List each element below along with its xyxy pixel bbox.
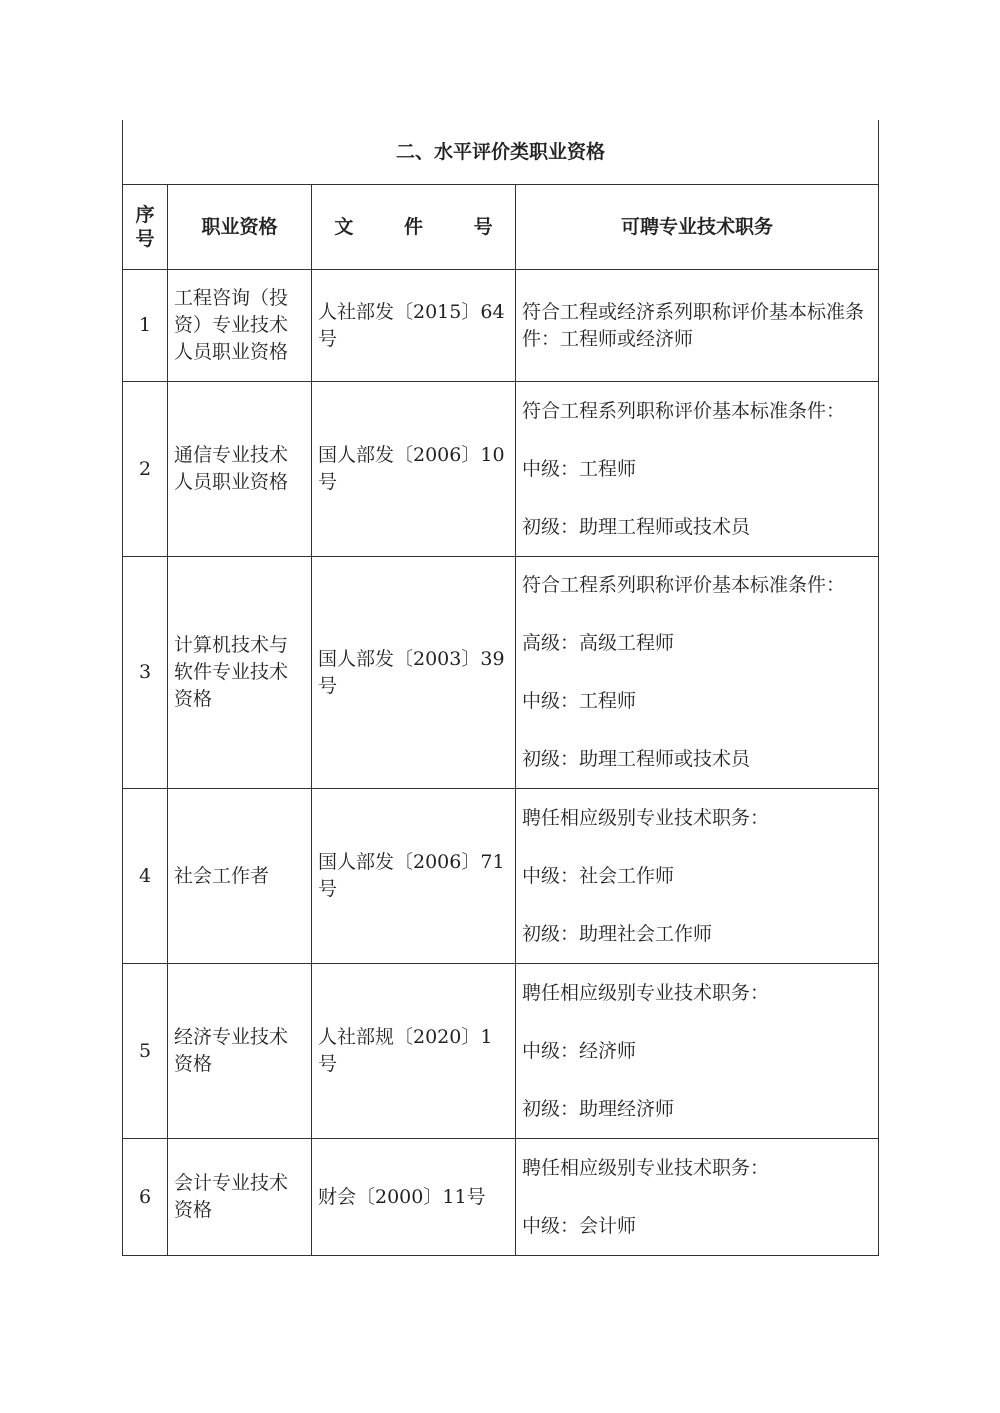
row-document: 人社部规〔2020〕1号 xyxy=(312,964,516,1139)
table-row xyxy=(123,270,879,382)
row-qualification: 通信专业技术人员职业资格 xyxy=(168,382,312,557)
table-row xyxy=(123,789,879,964)
position-line: 聘任相应级别专业技术职务： xyxy=(522,806,770,829)
row-seq: 5 xyxy=(123,964,168,1139)
row-seq: 1 xyxy=(123,270,168,382)
header-positions: 可聘专业技术职务 xyxy=(516,185,879,270)
header-row xyxy=(123,185,879,270)
row-document: 国人部发〔2006〕71号 xyxy=(312,789,516,964)
position-line: 聘任相应级别专业技术职务： xyxy=(522,1156,770,1179)
table-row xyxy=(123,1139,879,1256)
table-row xyxy=(123,964,879,1139)
row-qualification: 工程咨询（投资）专业技术人员职业资格 xyxy=(168,270,312,382)
table-row xyxy=(123,382,879,557)
row-positions xyxy=(516,1139,879,1256)
row-seq: 6 xyxy=(123,1139,168,1256)
table-row xyxy=(123,557,879,789)
row-positions xyxy=(516,964,879,1139)
position-line: 中级：工程师 xyxy=(522,690,637,712)
section-title: 二、水平评价类职业资格 xyxy=(123,120,879,185)
header-seq-line2: 号 xyxy=(135,228,155,250)
position-line: 初级：助理经济师 xyxy=(522,1097,675,1120)
row-document: 国人部发〔2006〕10号 xyxy=(312,382,516,557)
position-line: 中级：经济师 xyxy=(522,1039,637,1062)
position-line: 符合工程系列职称评价基本标准条件： xyxy=(522,574,846,596)
row-document: 财会〔2000〕11号 xyxy=(312,1139,516,1256)
position-line: 初级：助理工程师或技术员 xyxy=(522,748,751,770)
position-line: 初级：助理社会工作师 xyxy=(522,922,713,945)
position-line: 符合工程系列职称评价基本标准条件： xyxy=(522,399,846,422)
row-seq: 4 xyxy=(123,789,168,964)
row-positions xyxy=(516,382,879,557)
position-line: 中级：会计师 xyxy=(522,1214,637,1237)
row-qualification: 经济专业技术资格 xyxy=(168,964,312,1139)
row-seq: 3 xyxy=(123,557,168,789)
position-line: 中级：社会工作师 xyxy=(522,864,675,887)
position-line: 高级：高级工程师 xyxy=(522,632,675,654)
row-positions xyxy=(516,270,879,382)
qualification-table xyxy=(122,120,879,1256)
row-qualification: 计算机技术与软件专业技术资格 xyxy=(168,557,312,789)
row-seq: 2 xyxy=(123,382,168,557)
row-document: 国人部发〔2003〕39号 xyxy=(312,557,516,789)
position-line: 符合工程或经济系列职称评价基本标准条件：工程师或经济师 xyxy=(522,300,865,350)
position-line: 中级：工程师 xyxy=(522,457,637,480)
row-positions xyxy=(516,789,879,964)
table-title-row xyxy=(123,120,879,185)
position-line: 聘任相应级别专业技术职务： xyxy=(522,981,770,1004)
position-line: 初级：助理工程师或技术员 xyxy=(522,515,751,538)
header-seq-line1: 序 xyxy=(135,204,155,226)
header-qualification: 职业资格 xyxy=(168,185,312,270)
header-document: 文 件 号 xyxy=(312,185,516,270)
row-document: 人社部发〔2015〕64号 xyxy=(312,270,516,382)
row-qualification: 社会工作者 xyxy=(168,789,312,964)
row-qualification: 会计专业技术资格 xyxy=(168,1139,312,1256)
header-seq xyxy=(123,185,168,270)
row-positions xyxy=(516,557,879,789)
